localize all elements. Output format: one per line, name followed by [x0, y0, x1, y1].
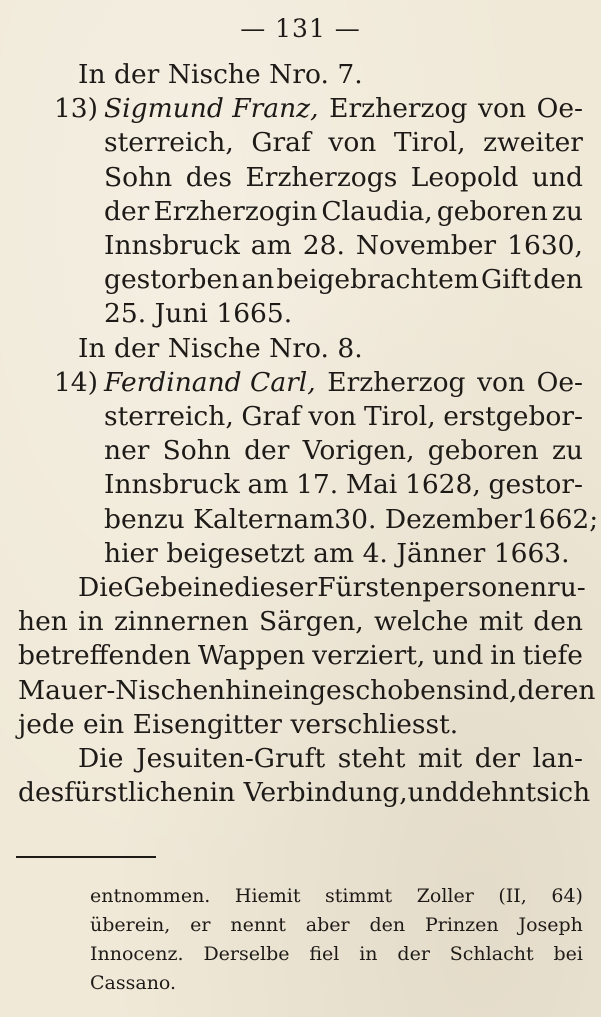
body-line [104, 263, 583, 297]
body-line [18, 639, 583, 673]
body-word: gestor- [488, 469, 583, 501]
body-word: Särgen, [258, 606, 364, 638]
body-word: der [114, 59, 160, 90]
body-word: Vorigen, [302, 435, 415, 467]
body-word: am [247, 469, 289, 501]
body-word: von [477, 366, 526, 398]
body-word: sich [536, 777, 591, 809]
body-word: 4. [362, 537, 388, 569]
footnote-line [90, 940, 583, 968]
body-word: zu Kaltern [153, 503, 294, 535]
body-word: verziert, [312, 640, 426, 672]
body-line [104, 503, 599, 537]
body-word: Die [78, 572, 124, 603]
footnote-rule [16, 856, 156, 858]
body-word: 30. Dezember [334, 503, 522, 535]
footnote-word: stimmt [325, 885, 393, 907]
body-word: und [531, 161, 583, 193]
body-word: dehnt [458, 777, 537, 809]
body-word: sterreich, [104, 401, 234, 432]
body-word: Nische [167, 332, 261, 364]
body-word: Gift [481, 264, 532, 296]
body-word: steht [337, 743, 406, 774]
body-word: beigebrachtem [276, 264, 479, 296]
body-word: Claudia, [321, 195, 433, 227]
body-word: am [313, 537, 355, 569]
body-line [18, 674, 596, 708]
body-word: betreffenden [18, 640, 191, 672]
body-word: lan- [532, 743, 583, 774]
body-word: zinnernen [113, 606, 249, 638]
body-word: Erzherzog [327, 366, 466, 398]
body-word: tiefe [522, 640, 583, 672]
body-word: Leopold [410, 161, 519, 193]
body-word: hen [18, 606, 68, 638]
body-word: 1630, [507, 230, 583, 261]
body-word: der [244, 435, 290, 467]
body-word: in [78, 606, 104, 638]
body-word: Innsbruck [104, 469, 240, 501]
footnote-word: (II, [498, 885, 527, 907]
body-line [104, 537, 570, 571]
body-word: desfürstlichen [18, 777, 210, 809]
body-word: erstgebor- [443, 401, 583, 432]
body-word: Nische [167, 59, 261, 90]
body-word: 8. [337, 332, 363, 364]
body-word: Wappen [197, 640, 306, 672]
body-word: Ferdinand Carl, [104, 366, 316, 398]
body-word: der [474, 743, 521, 774]
footnote-word: Cassano. [90, 972, 177, 994]
footnote-word: 64) [551, 885, 583, 907]
body-word: 1628, [404, 469, 481, 501]
body-word: Juni [154, 298, 208, 330]
body-line [104, 400, 583, 434]
body-word: Graf [241, 401, 301, 432]
body-word: hier [104, 537, 158, 569]
body-line [104, 229, 583, 263]
body-word: 1662; [521, 503, 599, 535]
body-word: Tirol, [363, 401, 436, 432]
body-word: Jänner [396, 537, 486, 569]
entry-number: 14) [53, 366, 98, 398]
body-word: Innsbruck [104, 230, 240, 261]
body-word: hineingeschoben [225, 674, 453, 706]
body-word: sind, [452, 674, 518, 706]
entry-number: 13) [53, 93, 98, 125]
body-word: am [250, 230, 292, 261]
footnote-word: Derselbe [203, 943, 290, 965]
body-word: der [114, 332, 160, 364]
body-line [18, 605, 583, 639]
body-word: 1663. [493, 537, 570, 569]
footnote-word: er [190, 914, 211, 936]
footnote-word: bei [553, 943, 583, 965]
body-word: zu [551, 195, 583, 227]
body-word: geboren [427, 435, 539, 467]
footnote-word: nennt [230, 914, 286, 936]
body-word: Fürstenpersonen [317, 572, 548, 603]
body-line [104, 126, 583, 160]
body-word: sterreich, [104, 127, 234, 159]
body-word: in [490, 640, 516, 672]
body-word: und [432, 640, 484, 672]
footnote-line [90, 969, 176, 997]
body-word: ben [104, 503, 154, 535]
body-word: Sohn [104, 161, 173, 193]
body-line [18, 708, 458, 742]
body-word: verschliesst. [290, 708, 459, 740]
footnote-word: aber [305, 914, 350, 936]
body-word: gestorben [104, 264, 240, 296]
body-word: Nro. [269, 59, 329, 90]
body-word: Jesuiten-Gruft [135, 743, 326, 774]
body-word: Graf [251, 127, 311, 159]
body-line [78, 332, 363, 366]
body-line [53, 92, 583, 126]
body-word: November [355, 230, 497, 261]
body-word: deren [517, 674, 596, 706]
body-word: der [104, 195, 150, 227]
footnote-word: Hiemit [234, 885, 301, 907]
body-line [104, 434, 583, 468]
body-word: Mai [345, 469, 398, 501]
body-word: und [407, 777, 459, 809]
body-word: den [533, 606, 583, 638]
body-word: Oe- [536, 93, 583, 125]
body-word: Erzherzogin [153, 195, 318, 227]
body-word: am [293, 503, 335, 535]
footnote-word: entnommen. [90, 885, 211, 907]
body-word: von [478, 93, 527, 125]
footnote-word: Schlacht [449, 943, 534, 965]
body-word: jede [18, 708, 75, 740]
body-word: Die [78, 743, 124, 774]
body-word: beigesetzt [166, 537, 305, 569]
body-word: mit [478, 606, 523, 638]
footnote-word: Innocenz. [90, 943, 184, 965]
body-word: des [185, 161, 232, 193]
footnote-word: Prinzen [424, 914, 499, 936]
body-word: 7. [337, 59, 363, 90]
footnote-word: den [369, 914, 406, 936]
body-word: Nro. [269, 332, 329, 364]
footnote-word: in [359, 943, 378, 965]
body-word: Gebeine [123, 572, 235, 603]
body-word: ru- [547, 572, 586, 603]
body-word: In [78, 332, 106, 364]
body-word: 28. [302, 230, 345, 261]
body-word: zweiter [483, 127, 583, 159]
body-word: zu [551, 435, 583, 467]
body-word: Mauer-Nischen [18, 674, 226, 706]
footnote-word: Joseph [518, 914, 583, 936]
footnote-line [90, 911, 583, 939]
body-line [78, 58, 363, 92]
body-word: Erzherzogs [245, 161, 398, 193]
body-word: mit [417, 743, 463, 774]
footnote-word: der [397, 943, 430, 965]
body-word: Erzherzog [329, 93, 468, 125]
footnote-word: fiel [309, 943, 340, 965]
body-line [53, 366, 583, 400]
footnote-word: überein, [90, 914, 171, 936]
body-line [104, 297, 292, 331]
body-word: dieser [234, 572, 318, 603]
body-word: ein [83, 708, 125, 740]
body-word: von [328, 127, 377, 159]
body-word: welche [374, 606, 469, 638]
body-line [104, 161, 583, 195]
body-word: Sohn [162, 435, 231, 467]
body-word: Oe- [536, 366, 583, 398]
body-line [78, 742, 583, 776]
body-word: geboren [436, 195, 548, 227]
body-word: Eisengitter [132, 708, 282, 740]
body-word: 1665. [216, 298, 293, 330]
page-number: — 131 — [240, 14, 361, 43]
body-word: 25. [104, 298, 147, 330]
body-word: In [78, 59, 106, 90]
footnote-word: Zoller [416, 885, 474, 907]
body-word: von [308, 401, 357, 432]
body-word: den [533, 264, 583, 296]
footnote-line [90, 882, 583, 910]
body-line [78, 571, 586, 605]
body-word: ner [104, 435, 150, 467]
body-word: in Verbindung, [209, 777, 408, 809]
body-line [104, 468, 583, 502]
body-word: an [241, 264, 275, 296]
body-word: Tirol, [393, 127, 466, 159]
body-word: 17. [296, 469, 339, 501]
body-line [104, 195, 583, 229]
body-word: Sigmund Franz, [104, 93, 319, 125]
body-line [18, 776, 591, 810]
